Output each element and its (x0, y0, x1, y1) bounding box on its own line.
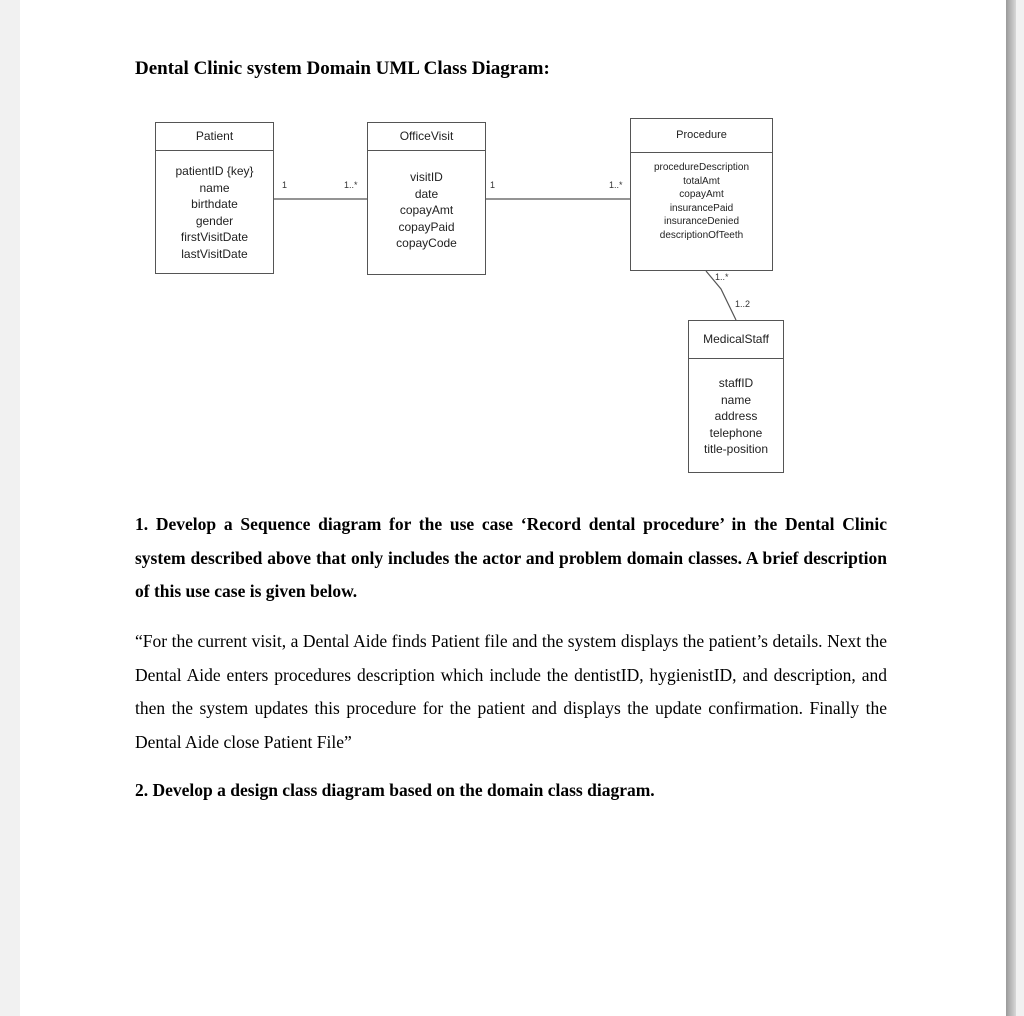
attribute: insuranceDenied (663, 216, 740, 227)
patient-attributes (156, 151, 273, 262)
multiplicity-procedure-left: 1..* (609, 180, 623, 190)
medicalstaff-class-box (688, 320, 784, 473)
attribute: date (414, 186, 439, 201)
use-case-description: “For the current visit, a Dental Aide finds Patient file and the system displays the patient’s details. Next the Dental Aide enters procedures description which include the dentistID, hygienistID, and description, and then the system updates this procedure for the patient and displays the update confirmation. Finally the Dental Aide close Patient File” (135, 631, 887, 753)
multiplicity-visit-left: 1..* (344, 180, 358, 190)
medicalstaff-class-name: MedicalStaff (689, 321, 783, 359)
attribute: lastVisitDate (181, 246, 248, 261)
attribute: patientID {key} (175, 164, 254, 178)
attribute: name (720, 392, 752, 407)
attribute: descriptionOfTeeth (659, 229, 744, 241)
attribute: visitID (410, 170, 443, 184)
attribute: procedureDescription (653, 162, 750, 173)
attribute: totalAmt (683, 175, 720, 187)
procedure-class-box (630, 118, 773, 271)
attribute: gender (195, 213, 234, 228)
patient-class-box (155, 122, 274, 274)
attribute: staffID (718, 376, 754, 390)
multiplicity-patient-side: 1 (282, 180, 288, 190)
attribute: name (199, 180, 230, 195)
attribute: address (714, 409, 758, 423)
question-1: 1. Develop a Sequence diagram for the use case ‘Record dental procedure’ in the Dental Clinic system described above that only includes the actor and problem domain classes. A brief description of this use case is given below. (135, 514, 887, 602)
question-2: 2. Develop a design class diagram based on the domain class diagram. (135, 780, 655, 800)
multiplicity-visit-right: 1 (490, 180, 496, 190)
procedure-class-name: Procedure (631, 119, 772, 153)
medicalstaff-attributes (689, 359, 783, 458)
procedure-attributes (631, 153, 772, 242)
attribute: copayCode (396, 236, 457, 250)
officevisit-class-name: OfficeVisit (368, 123, 485, 151)
attribute: copayAmt (399, 203, 454, 217)
patient-class-name: Patient (156, 123, 273, 151)
multiplicity-procedure-bottom: 1..* (715, 272, 729, 282)
officevisit-class-box (367, 122, 486, 275)
attribute: birthdate (191, 197, 238, 211)
attribute: copayAmt (679, 189, 724, 200)
document-title: Dental Clinic system Domain UML Class Diagram: (135, 58, 550, 79)
officevisit-attributes (368, 151, 485, 252)
attribute: telephone (709, 425, 763, 440)
attribute: insurancePaid (669, 202, 734, 214)
attribute: copayPaid (398, 219, 455, 234)
multiplicity-staff-top: 1..2 (735, 299, 751, 309)
attribute: firstVisitDate (180, 230, 249, 244)
attribute: title-position (703, 442, 769, 456)
